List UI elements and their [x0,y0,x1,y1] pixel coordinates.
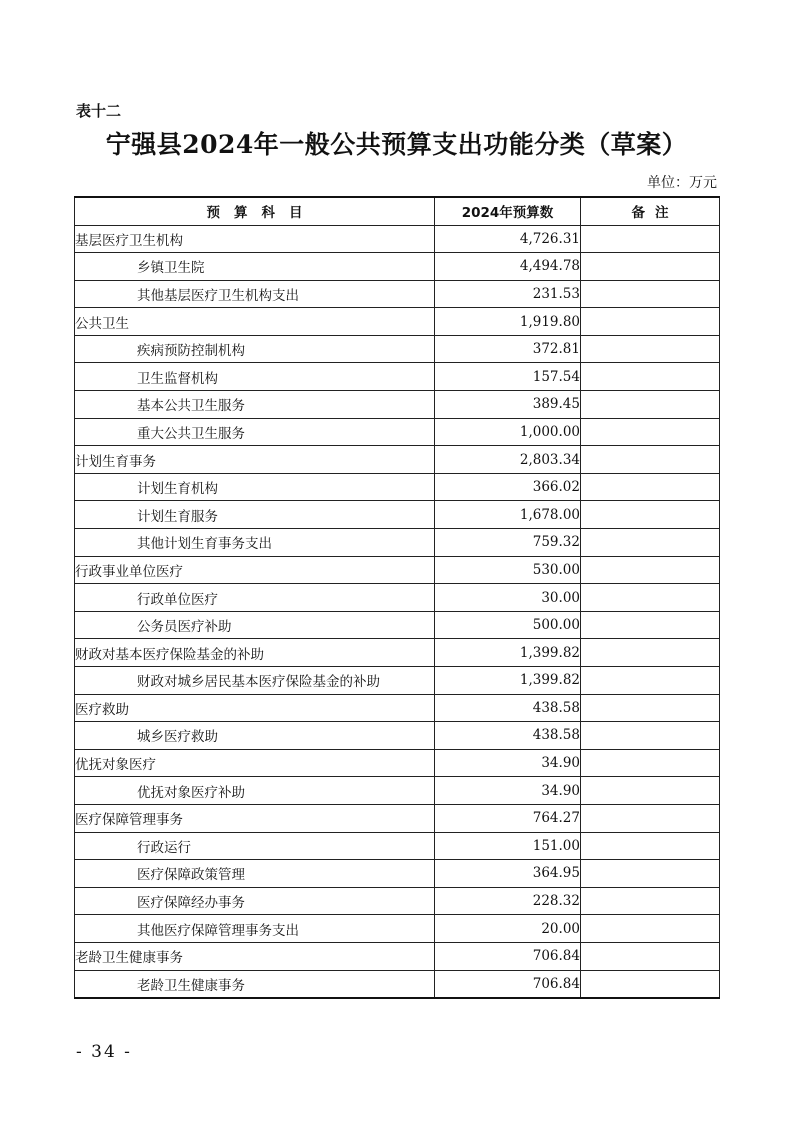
row-amount: 231.53 [435,280,581,308]
row-amount: 1,399.82 [435,667,581,695]
table-row [75,694,720,722]
table-row [75,280,720,308]
table-row [75,667,720,695]
table-header-row [75,197,720,225]
row-amount: 34.90 [435,777,581,805]
row-amount: 1,678.00 [435,501,581,529]
row-note [581,611,720,639]
page-title: 宁强县2024年一般公共预算支出功能分类（草案） [105,130,688,159]
table-row [75,611,720,639]
row-note [581,280,720,308]
row-subject: 重大公共卫生服务 [75,418,435,446]
row-note [581,225,720,253]
row-amount: 20.00 [435,915,581,943]
row-note [581,335,720,363]
row-amount: 706.84 [435,970,581,998]
table-row [75,308,720,336]
table-row [75,391,720,419]
row-amount: 438.58 [435,694,581,722]
row-note [581,942,720,970]
row-subject: 医疗救助 [75,694,435,722]
row-note [581,749,720,777]
row-subject: 财政对城乡居民基本医疗保险基金的补助 [75,667,435,695]
table-row [75,722,720,750]
row-subject: 公共卫生 [75,308,435,336]
row-note [581,722,720,750]
row-subject: 其他计划生育事务支出 [75,529,435,557]
table-row [75,253,720,281]
column-header-amount: 2024年预算数 [435,197,581,225]
row-subject: 行政单位医疗 [75,584,435,612]
row-subject: 其他基层医疗卫生机构支出 [75,280,435,308]
row-subject: 其他医疗保障管理事务支出 [75,915,435,943]
row-note [581,253,720,281]
row-note [581,639,720,667]
row-amount: 1,919.80 [435,308,581,336]
row-subject: 老龄卫生健康事务 [75,970,435,998]
row-note [581,832,720,860]
row-amount: 764.27 [435,804,581,832]
row-amount: 530.00 [435,556,581,584]
column-header-note: 备注 [581,197,720,225]
row-note [581,473,720,501]
row-subject: 医疗保障管理事务 [75,804,435,832]
row-subject: 计划生育机构 [75,473,435,501]
table-row [75,446,720,474]
row-note [581,860,720,888]
row-note [581,418,720,446]
table-row [75,501,720,529]
row-note [581,446,720,474]
row-amount: 366.02 [435,473,581,501]
budget-table [74,196,720,999]
row-amount: 4,726.31 [435,225,581,253]
table-row [75,860,720,888]
row-note [581,970,720,998]
row-subject: 行政运行 [75,832,435,860]
table-row [75,556,720,584]
row-note [581,308,720,336]
row-amount: 151.00 [435,832,581,860]
table-row [75,777,720,805]
table-row [75,915,720,943]
row-amount: 157.54 [435,363,581,391]
row-note [581,694,720,722]
row-subject: 财政对基本医疗保险基金的补助 [75,639,435,667]
table-row [75,942,720,970]
table-body [75,225,720,998]
row-note [581,556,720,584]
row-amount: 759.32 [435,529,581,557]
row-amount: 389.45 [435,391,581,419]
row-note [581,804,720,832]
row-subject: 计划生育事务 [75,446,435,474]
row-subject: 疾病预防控制机构 [75,335,435,363]
row-subject: 基层医疗卫生机构 [75,225,435,253]
row-amount: 30.00 [435,584,581,612]
unit-label: 单位：万元 [647,175,717,191]
table-row [75,832,720,860]
table-row [75,749,720,777]
row-note [581,915,720,943]
row-subject: 城乡医疗救助 [75,722,435,750]
row-subject: 乡镇卫生院 [75,253,435,281]
table-row [75,887,720,915]
row-amount: 706.84 [435,942,581,970]
row-subject: 行政事业单位医疗 [75,556,435,584]
row-amount: 372.81 [435,335,581,363]
row-amount: 1,399.82 [435,639,581,667]
row-note [581,363,720,391]
row-amount: 364.95 [435,860,581,888]
row-note [581,777,720,805]
row-note [581,887,720,915]
row-note [581,501,720,529]
row-note [581,584,720,612]
table-row [75,584,720,612]
table-row [75,639,720,667]
table-row [75,418,720,446]
row-subject: 医疗保障政策管理 [75,860,435,888]
table-row [75,529,720,557]
row-subject: 优抚对象医疗补助 [75,777,435,805]
row-note [581,391,720,419]
row-note [581,529,720,557]
column-header-subject: 预算科目 [75,197,435,225]
row-subject: 卫生监督机构 [75,363,435,391]
row-subject: 老龄卫生健康事务 [75,942,435,970]
table-row [75,970,720,998]
row-subject: 计划生育服务 [75,501,435,529]
table-row [75,225,720,253]
table-label: 表十二 [76,102,122,120]
row-amount: 228.32 [435,887,581,915]
table-row [75,473,720,501]
row-amount: 438.58 [435,722,581,750]
table-row [75,363,720,391]
row-amount: 34.90 [435,749,581,777]
row-amount: 4,494.78 [435,253,581,281]
row-amount: 1,000.00 [435,418,581,446]
row-note [581,667,720,695]
page-number: - 34 - [76,1042,132,1062]
row-amount: 2,803.34 [435,446,581,474]
row-subject: 优抚对象医疗 [75,749,435,777]
row-amount: 500.00 [435,611,581,639]
row-subject: 公务员医疗补助 [75,611,435,639]
row-subject: 基本公共卫生服务 [75,391,435,419]
table-row [75,804,720,832]
table-row [75,335,720,363]
row-subject: 医疗保障经办事务 [75,887,435,915]
